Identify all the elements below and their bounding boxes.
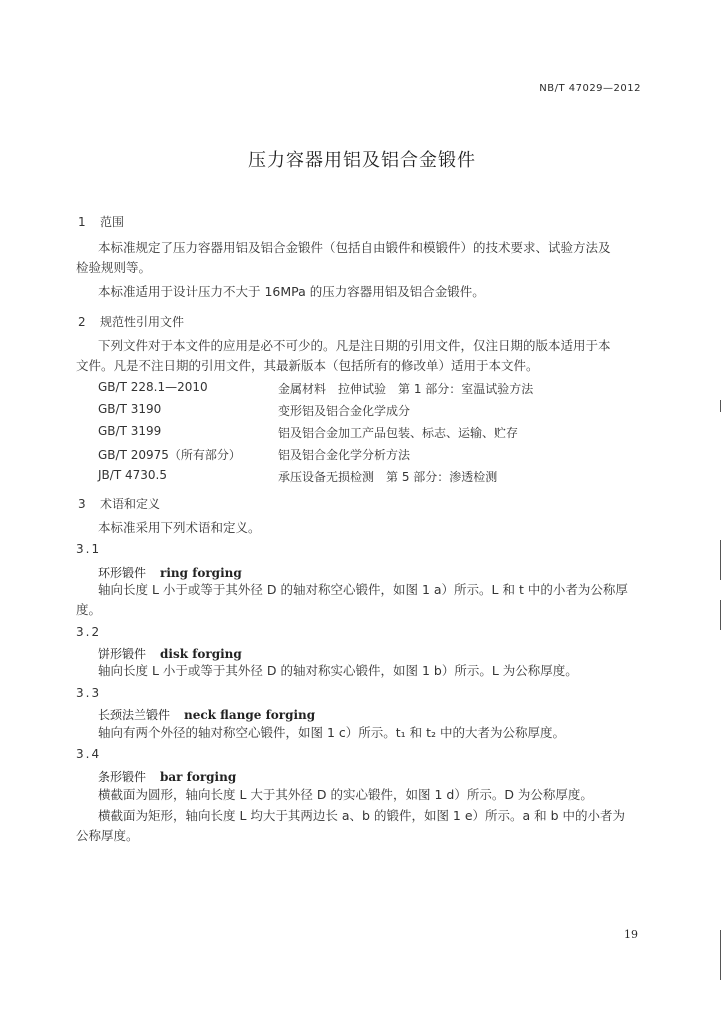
term-en: ring forging bbox=[160, 566, 242, 580]
page-title: 压力容器用铝及铝合金锻件 bbox=[248, 150, 476, 171]
term-number: 3.3 bbox=[76, 686, 102, 700]
section-title: 术语和定义 bbox=[100, 497, 161, 511]
definition-line: 横截面为矩形，轴向长度 L 均大于其两边长 a、b 的锻件，如图 1 e）所示。a 和 b 中的小者为 bbox=[98, 808, 626, 823]
term-cn: 条形锻件 bbox=[98, 770, 147, 784]
paragraph-line: 本标准采用下列术语和定义。 bbox=[98, 520, 261, 535]
section-number: 1 bbox=[78, 215, 86, 229]
definition-line: 轴向长度 L 小于或等于其外径 D 的轴对称实心锻件，如图 1 b）所示。L 为公称厚度。 bbox=[98, 663, 578, 678]
page-number: 19 bbox=[624, 928, 638, 941]
section-2-heading bbox=[78, 313, 184, 330]
reference-code: JB/T 4730.5 bbox=[98, 468, 167, 482]
term-heading bbox=[98, 645, 242, 662]
reference-code: GB/T 3199 bbox=[98, 424, 162, 438]
standard-number: NB/T 47029—2012 bbox=[539, 83, 641, 94]
paragraph-line: 文件。凡是不注日期的引用文件，其最新版本（包括所有的修改单）适用于本文件。 bbox=[76, 358, 539, 373]
reference-title: 铝及铝合金化学分析方法 bbox=[278, 448, 411, 462]
term-en: bar forging bbox=[160, 770, 237, 784]
term-number: 3.1 bbox=[76, 542, 102, 556]
term-cn: 环形锻件 bbox=[98, 566, 147, 580]
section-title: 范围 bbox=[100, 215, 125, 229]
scan-mark bbox=[720, 400, 721, 412]
definition-line: 轴向有两个外径的轴对称空心锻件，如图 1 c）所示。t₁ 和 t₂ 中的大者为公称厚度。 bbox=[98, 725, 566, 740]
reference-title: 变形铝及铝合金化学成分 bbox=[278, 404, 411, 418]
reference-title: 铝及铝合金加工产品包装、标志、运输、贮存 bbox=[278, 426, 519, 440]
term-cn: 长颈法兰锻件 bbox=[98, 708, 171, 722]
term-heading bbox=[98, 564, 242, 581]
definition-line: 轴向长度 L 小于或等于其外径 D 的轴对称空心锻件，如图 1 a）所示。L 和 t 中的小者为公称厚 bbox=[98, 582, 628, 597]
paragraph-line: 下列文件对于本文件的应用是必不可少的。凡是注日期的引用文件，仅注日期的版本适用于本 bbox=[98, 338, 611, 353]
term-heading bbox=[98, 706, 315, 723]
scan-mark bbox=[720, 600, 721, 630]
reference-code: GB/T 20975（所有部分） bbox=[98, 448, 241, 462]
section-number: 3 bbox=[78, 497, 86, 511]
term-en: neck flange forging bbox=[184, 708, 316, 722]
paragraph-line: 本标准规定了压力容器用铝及铝合金锻件（包括自由锻件和模锻件）的技术要求、试验方法及 bbox=[98, 240, 611, 255]
reference-title: 金属材料 拉伸试验 第 1 部分：室温试验方法 bbox=[278, 382, 534, 396]
section-title: 规范性引用文件 bbox=[100, 315, 185, 329]
term-heading bbox=[98, 768, 236, 785]
section-number: 2 bbox=[78, 315, 86, 329]
scan-mark bbox=[720, 930, 721, 980]
reference-code: GB/T 228.1—2010 bbox=[98, 380, 208, 394]
term-number: 3.2 bbox=[76, 625, 102, 639]
term-en: disk forging bbox=[160, 647, 242, 661]
scan-mark bbox=[720, 540, 721, 580]
reference-title: 承压设备无损检测 第 5 部分：渗透检测 bbox=[278, 470, 498, 484]
term-number: 3.4 bbox=[76, 747, 102, 761]
definition-line: 度。 bbox=[76, 602, 102, 617]
paragraph-line: 检验规则等。 bbox=[76, 260, 152, 275]
reference-code: GB/T 3190 bbox=[98, 402, 162, 416]
definition-line: 公称厚度。 bbox=[76, 828, 139, 843]
section-1-heading bbox=[78, 213, 124, 230]
section-3-heading bbox=[78, 495, 160, 512]
term-cn: 饼形锻件 bbox=[98, 647, 147, 661]
definition-line: 横截面为圆形，轴向长度 L 大于其外径 D 的实心锻件，如图 1 d）所示。D 为公称厚度。 bbox=[98, 787, 593, 802]
paragraph-line: 本标准适用于设计压力不大于 16MPa 的压力容器用铝及铝合金锻件。 bbox=[98, 284, 485, 299]
